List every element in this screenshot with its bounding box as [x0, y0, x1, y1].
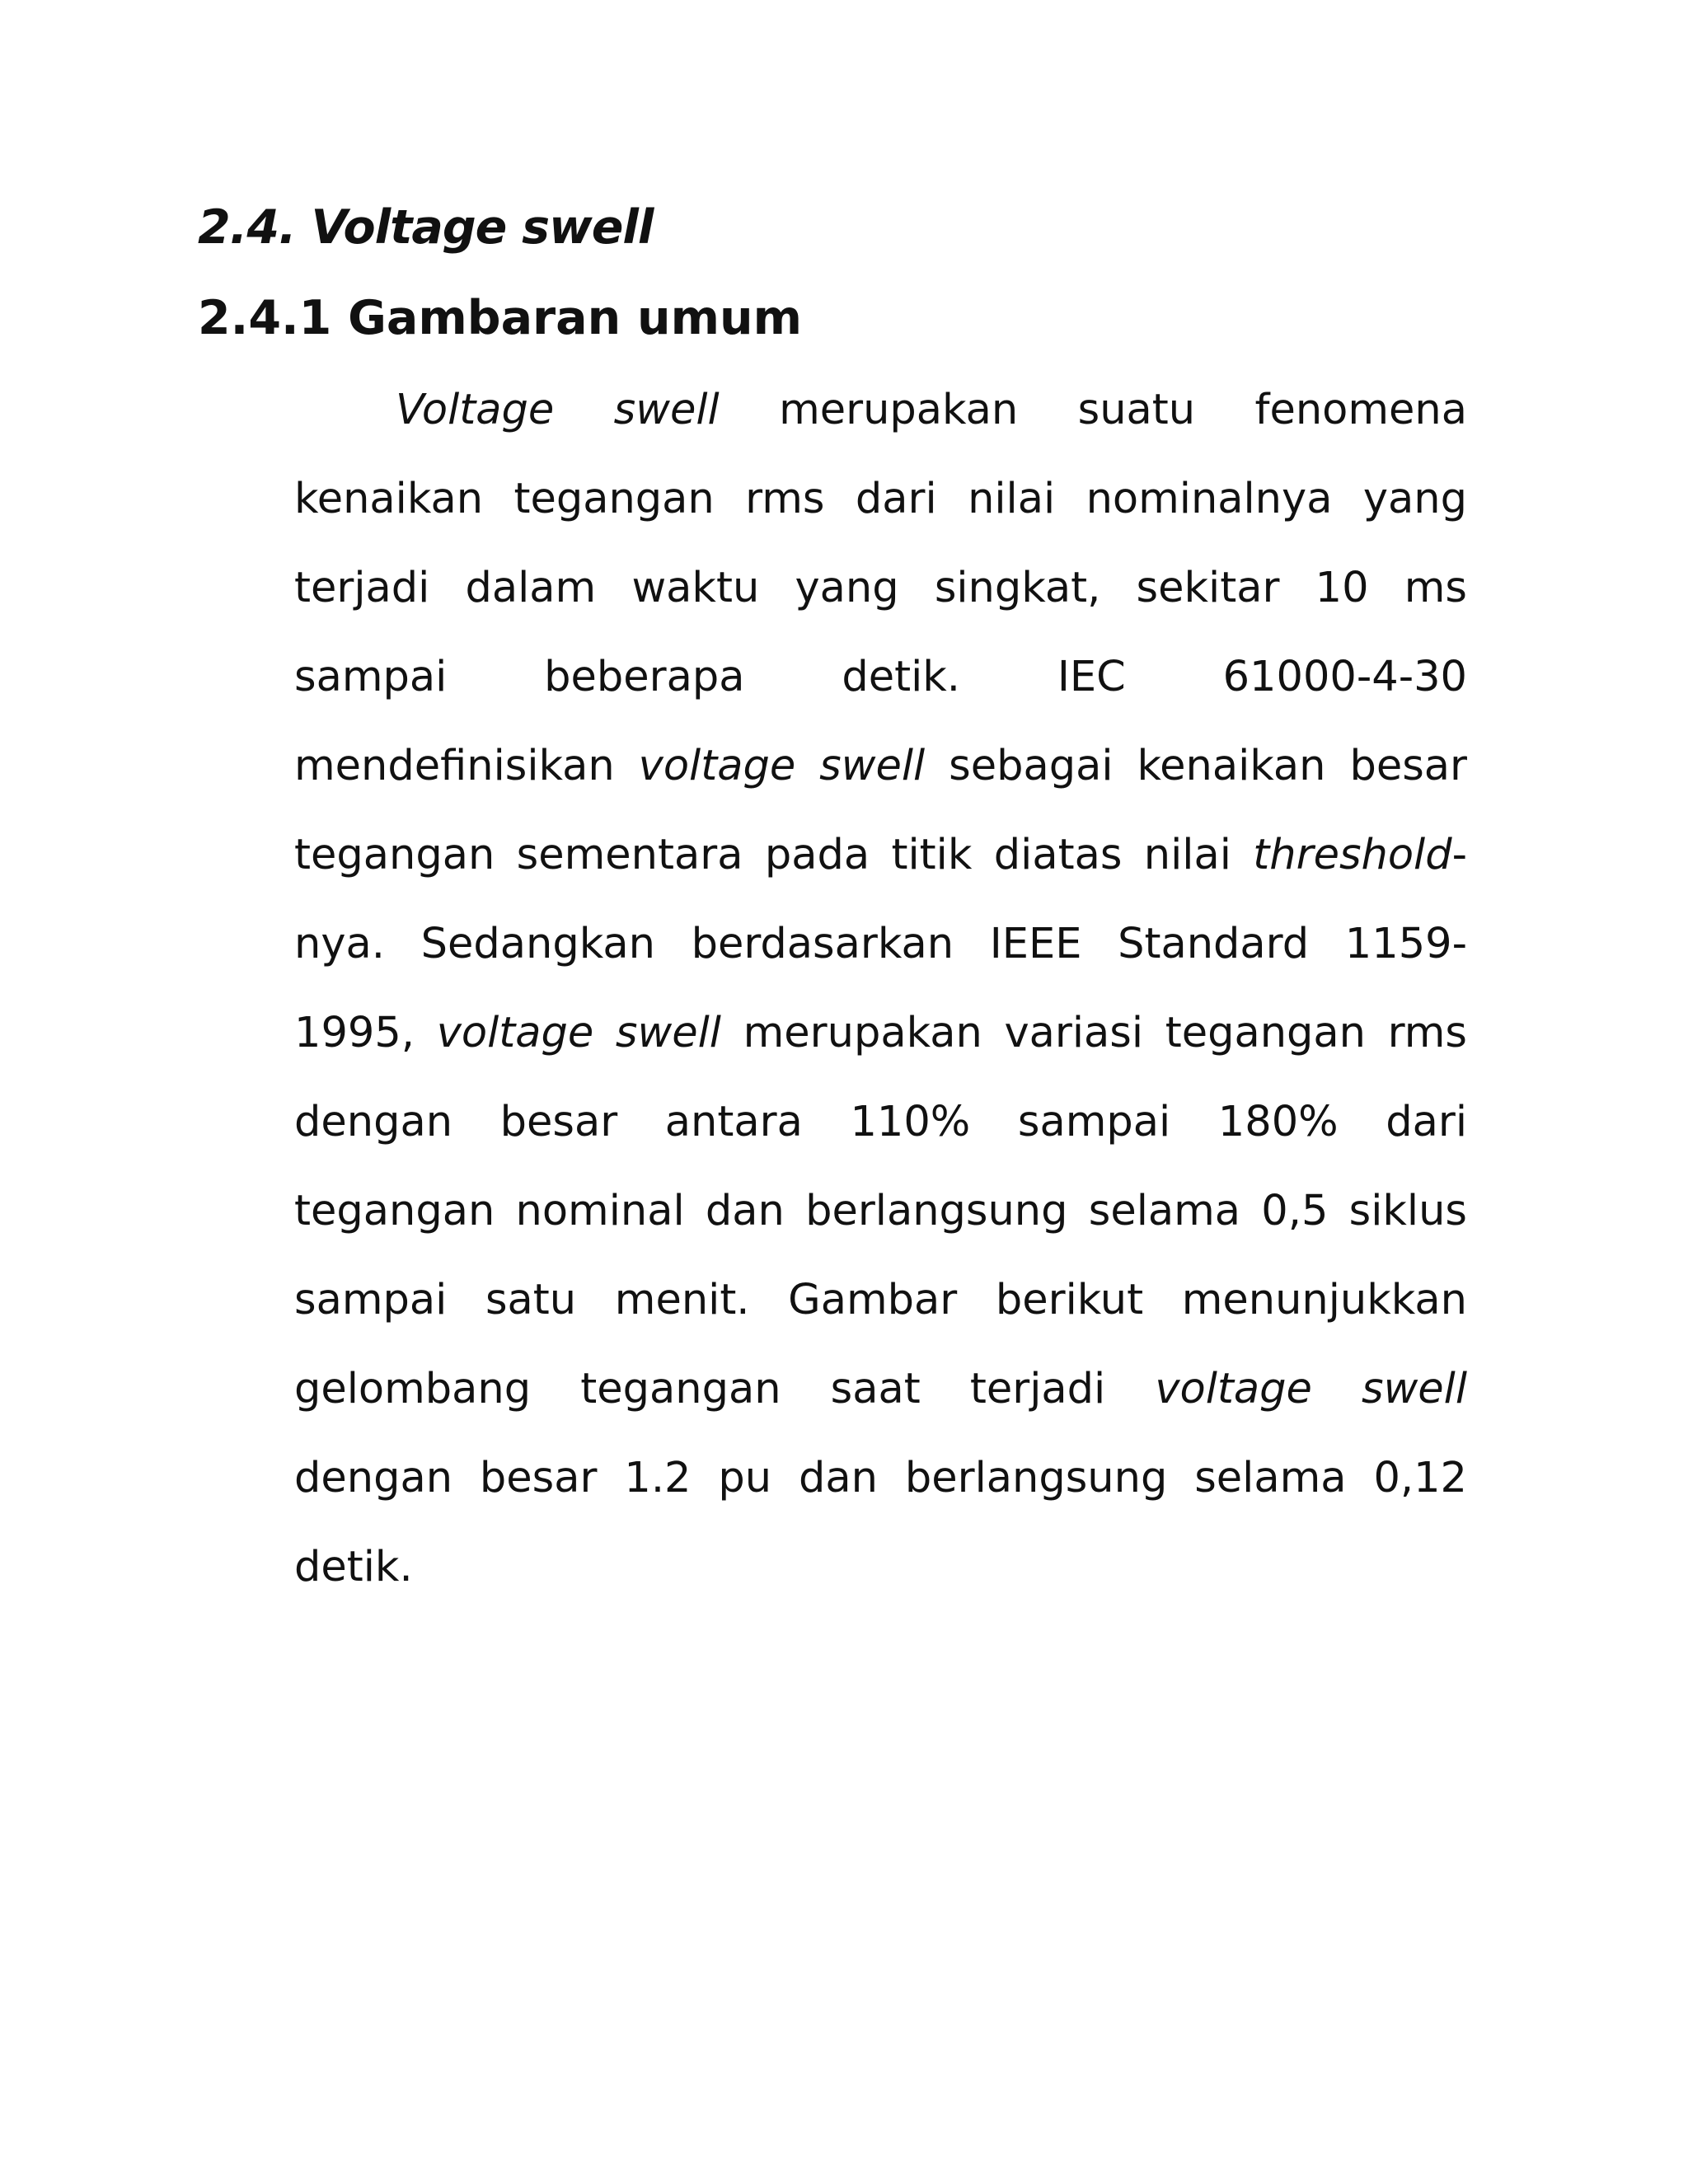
italic-term: threshold — [1253, 831, 1452, 879]
italic-term: voltage swell — [1155, 1365, 1467, 1413]
paragraph-line — [294, 1001, 1467, 1066]
paragraph-line — [294, 912, 1467, 977]
italic-term: Voltage swell — [396, 386, 720, 434]
text-run: sebagai kenaikan besar — [925, 742, 1467, 790]
paragraph-line — [294, 1535, 1467, 1601]
text-run: merupakan variasi tegangan rms — [720, 1009, 1467, 1057]
italic-term: voltage swell — [638, 742, 926, 790]
text-run: dengan besar 1.2 pu dan berlangsung selama 0,12 — [294, 1454, 1467, 1502]
text-run: tegangan nominal dan berlangsung selama 0,5 siklus — [294, 1187, 1467, 1235]
paragraph-line — [294, 466, 1467, 532]
italic-term: voltage swell — [436, 1009, 721, 1057]
paragraph-line — [294, 823, 1467, 888]
text-run: terjadi dalam waktu yang singkat, sekitar 10 ms — [294, 564, 1467, 612]
section-heading: 2.4. Voltage swell — [198, 200, 654, 255]
text-run: dengan besar antara 110% sampai 180% dari — [294, 1098, 1467, 1146]
text-run: gelombang tegangan saat terjadi — [294, 1365, 1156, 1413]
text-run: detik. — [294, 1543, 413, 1591]
text-run: mendefinisikan — [294, 742, 639, 790]
text-run: sampai satu menit. Gambar berikut menunjukkan — [294, 1276, 1467, 1324]
text-run: sampai beberapa detik. IEC 61000-4-30 — [294, 653, 1467, 701]
text-run: nya. Sedangkan berdasarkan IEEE Standard 1159- — [294, 920, 1467, 968]
paragraph-line — [294, 1090, 1467, 1155]
subsection-heading: 2.4.1 Gambaran umum — [198, 291, 802, 345]
text-run: merupakan suatu fenomena — [719, 386, 1467, 434]
paragraph-line — [294, 555, 1467, 621]
text-run: kenaikan tegangan rms dari nilai nominalnya yang — [294, 475, 1467, 523]
text-run: tegangan sementara pada titik diatas nilai — [294, 831, 1254, 879]
text-run: - — [1451, 831, 1467, 879]
text-run: 1995, — [294, 1009, 437, 1057]
paragraph-line — [294, 644, 1467, 710]
paragraph-line — [294, 733, 1467, 799]
paragraph-line — [294, 1446, 1467, 1511]
paragraph-line — [396, 377, 1467, 443]
paragraph-line — [294, 1179, 1467, 1244]
paragraph-line — [294, 1357, 1467, 1422]
paragraph-line — [294, 1268, 1467, 1333]
